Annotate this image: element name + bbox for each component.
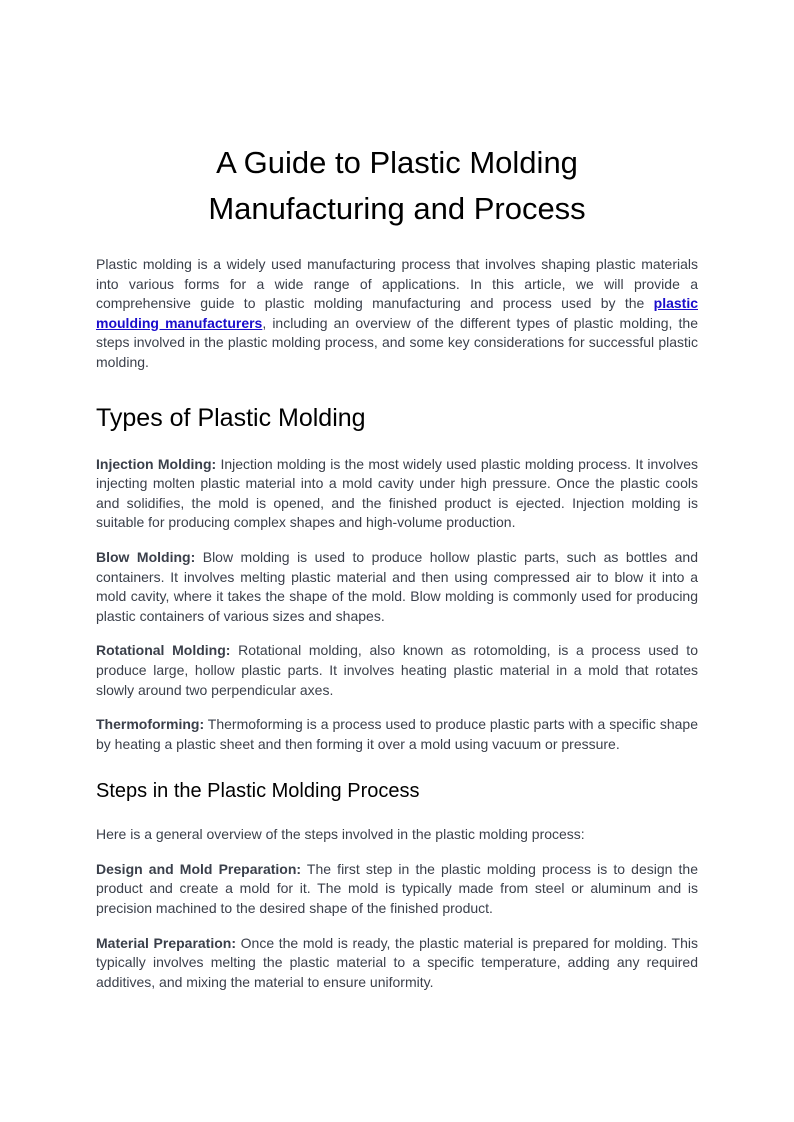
steps-section-heading: Steps in the Plastic Molding Process [96,780,420,803]
document-title-line-1: A Guide to Plastic Molding [216,145,578,180]
type-term: Blow Molding: [96,548,196,565]
type-description: Injection molding is the most widely used plastic molding process. It involves injecting molten plastic material into a mold cavity under high pressure. Once the plastic cools and solidifies, the mold is opened, and the finished product is ejected. Injection molding is suitable for producing complex shapes and high-volume production. [96,455,699,531]
type-description: Thermoforming is a process used to produce plastic parts with a specific shape by heating a plastic sheet and then forming it over a mold using vacuum or pressure. [96,716,698,752]
type-item-rotational-molding [96,641,698,700]
type-item-thermoforming [96,715,698,754]
types-section-heading: Types of Plastic Molding [96,403,366,432]
plastic-moulding-manufacturers-link[interactable]: plastic moulding manufacturers [96,295,698,331]
steps-lead-paragraph: Here is a general overview of the steps involved in the plastic molding process: [96,826,585,843]
intro-paragraph [96,255,698,373]
step-description: Once the mold is ready, the plastic material is prepared for molding. This typically involves melting the plastic material to a specific temperature, adding any required additives, and mixing the material to ensure uniformity. [96,934,699,990]
document-title [96,140,698,232]
document-title-line-2: Manufacturing and Process [208,191,586,226]
type-term: Thermoforming: [96,716,205,733]
step-term: Material Preparation: [96,934,237,951]
intro-text-after: , including an overview of the different types of plastic molding, the steps involved in the plastic molding process, and some key considerations for successful plastic molding. [96,314,698,370]
step-description: The first step in the plastic molding process is to design the product and create a mold for it. The mold is typically made from steel or aluminum and is precision machined to the desired shape of the finished product. [96,860,699,917]
document-page [96,140,698,992]
type-term: Rotational Molding: [96,642,231,659]
step-item-design-and-mold-preparation [96,860,698,919]
type-description: Blow molding is used to produce hollow plastic parts, such as bottles and containers. It involves melting plastic material and then using compressed air to blow it into a mold cavity, where it takes the shape of the mold. Blow molding is commonly used for producing plastic containers of various sizes and shapes. [96,548,698,624]
step-item-material-preparation [96,934,698,993]
type-term: Injection Molding: [96,455,217,472]
type-item-injection-molding [96,455,698,533]
intro-text-before: Plastic molding is a widely used manufacturing process that involves shaping plastic materials into various forms for a wide range of applications. In this article, we will provide a comprehensive guide to plastic molding manufacturing and process used by the [96,256,698,312]
type-item-blow-molding [96,548,698,626]
step-term: Design and Mold Preparation: [96,860,302,877]
type-description: Rotational molding, also known as rotomolding, is a process used to produce large, hollow plastic parts. It involves heating plastic material in a mold that rotates slowly around two perpendicular axes. [96,642,698,698]
